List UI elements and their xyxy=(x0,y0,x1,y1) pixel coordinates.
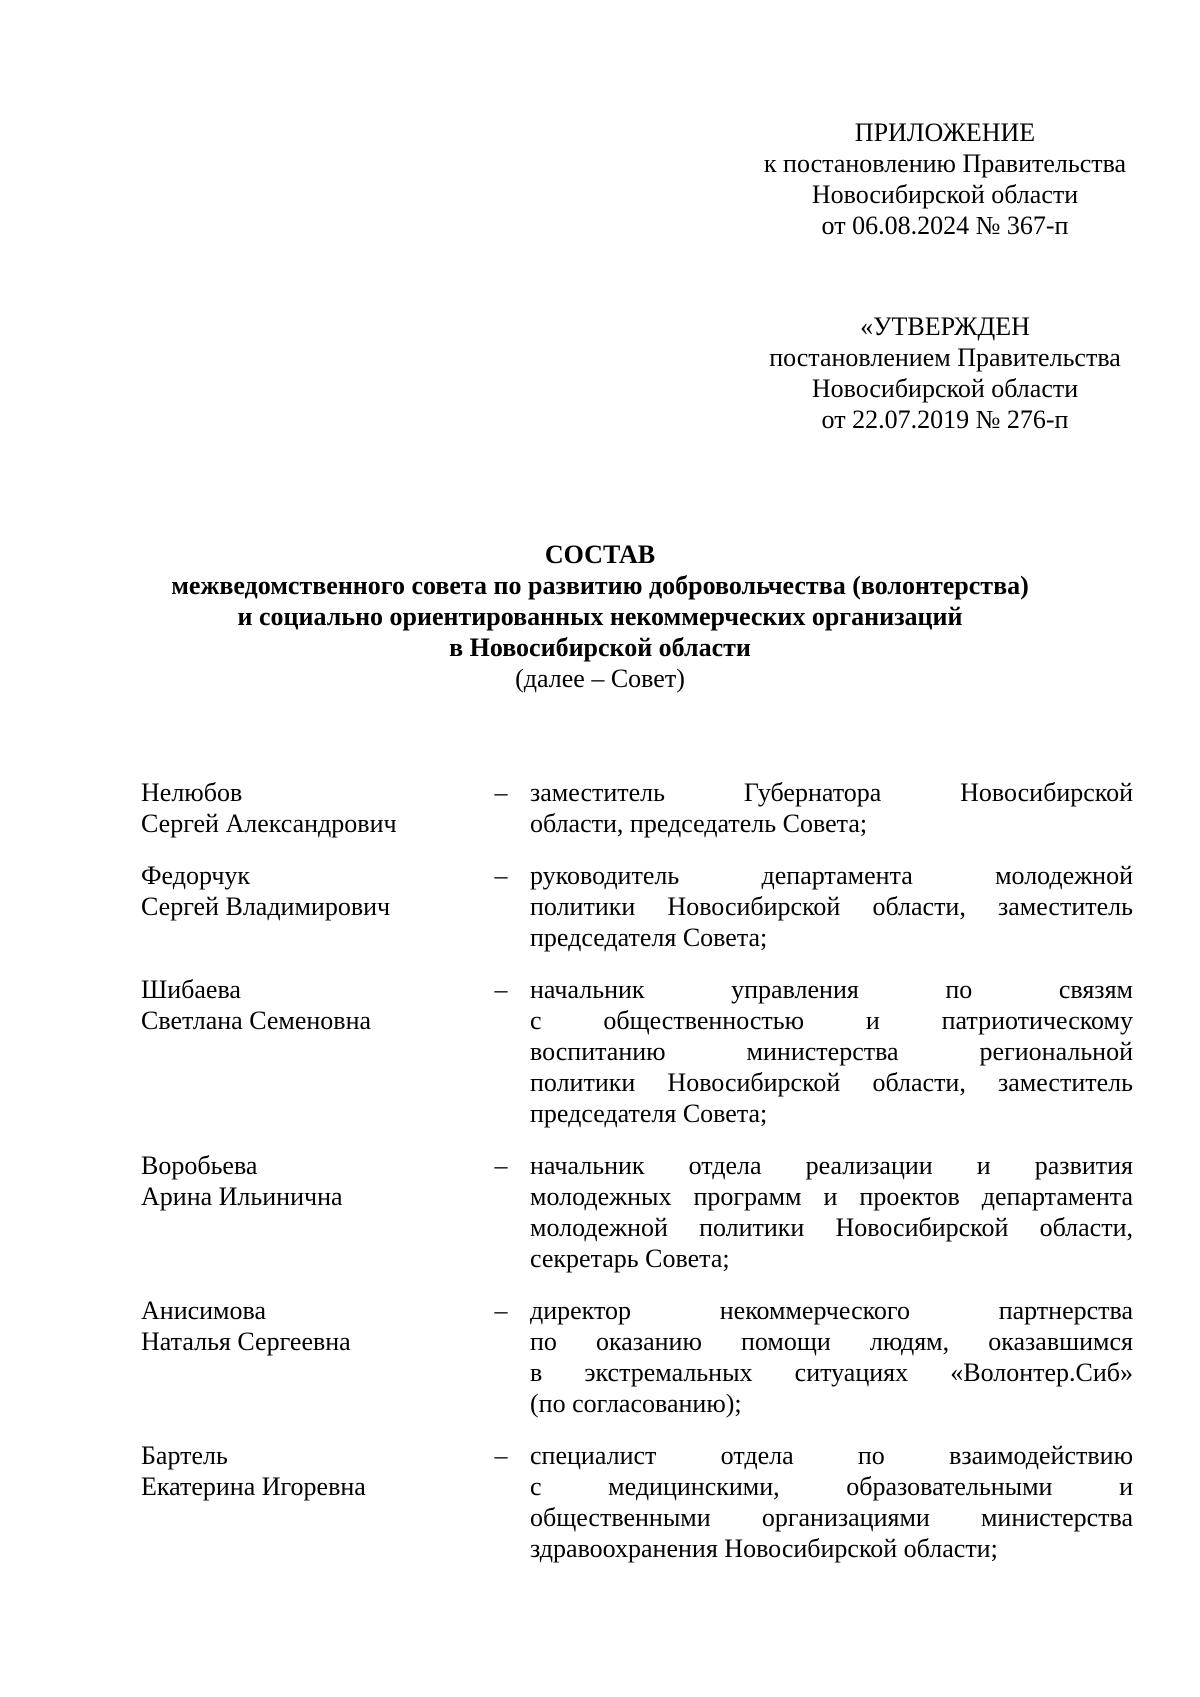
member-surname: Шибаева xyxy=(141,975,241,1004)
member-dash: – xyxy=(494,975,508,1004)
member-role-line: политики Новосибирской области, заместитель xyxy=(530,1068,1133,1097)
member-role-line: с общественностью и патриотическому xyxy=(530,1006,1133,1035)
appendix-title: ПРИЛОЖЕНИЕ xyxy=(854,118,1036,147)
heading-line-3: в Новосибирской области xyxy=(449,633,751,662)
approved-line-2: Новосибирской области xyxy=(811,374,1079,403)
member-role-line: руководитель департамента молодежной xyxy=(530,861,1133,890)
member-name xyxy=(141,860,471,922)
member-role-line: области, председатель Совета; xyxy=(530,809,868,838)
member-role-line: общественными организациями министерства xyxy=(530,1503,1133,1532)
member-role xyxy=(530,1295,1133,1419)
member-role-line: по оказанию помощи людям, оказавшимся xyxy=(530,1327,1133,1356)
member-given-names: Сергей Владимирович xyxy=(141,892,391,921)
member-role-line: начальник управления по связям xyxy=(530,975,1133,1004)
heading-line-1: межведомственного совета по развитию добровольчества (волонтерства) xyxy=(171,571,1029,600)
member-role-line: (по согласованию); xyxy=(530,1389,742,1418)
appendix-line-3: от 06.08.2024 № 367-п xyxy=(821,211,1069,240)
member-entry xyxy=(141,1440,1133,1564)
member-surname: Анисимова xyxy=(141,1296,266,1325)
member-role xyxy=(530,777,1133,839)
approved-line-3: от 22.07.2019 № 276-п xyxy=(821,405,1069,434)
member-dash: – xyxy=(494,778,508,807)
member-role-line: председателя Совета; xyxy=(530,1099,768,1128)
member-dash: – xyxy=(494,861,508,890)
member-name xyxy=(141,974,471,1036)
approved-line-1: постановлением Правительства xyxy=(769,343,1121,372)
member-entry xyxy=(141,860,1133,953)
member-surname: Воробьева xyxy=(141,1151,258,1180)
member-role xyxy=(530,974,1133,1129)
member-surname: Бартель xyxy=(141,1441,228,1470)
member-name xyxy=(141,1440,471,1502)
member-given-names: Наталья Сергеевна xyxy=(141,1327,351,1356)
document-heading xyxy=(100,539,1100,694)
member-surname: Федорчук xyxy=(141,861,251,890)
member-role-line: воспитанию министерства региональной xyxy=(530,1037,1133,1066)
member-given-names: Екатерина Игоревна xyxy=(141,1472,366,1501)
member-dash: – xyxy=(494,1296,508,1325)
appendix-header xyxy=(745,117,1145,241)
member-dash: – xyxy=(494,1441,508,1470)
member-role-line: молодежных программ и проектов департамента xyxy=(530,1182,1133,1211)
member-role xyxy=(530,860,1133,953)
heading-title: СОСТАВ xyxy=(544,540,656,569)
member-role-line: заместитель Губернатора Новосибирской xyxy=(530,778,1133,807)
members-list xyxy=(141,777,1133,1564)
member-role-line: специалист отдела по взаимодействию xyxy=(530,1441,1133,1470)
member-role-line: в экстремальных ситуациях «Волонтер.Сиб» xyxy=(530,1358,1133,1387)
member-dash: – xyxy=(494,1151,508,1180)
member-role-line: секретарь Совета; xyxy=(530,1244,730,1273)
member-role xyxy=(530,1150,1133,1274)
member-role-line: с медицинскими, образовательными и xyxy=(530,1472,1133,1501)
heading-note: (далее – Совет) xyxy=(515,664,685,693)
member-role-line: здравоохранения Новосибирской области; xyxy=(530,1534,998,1563)
member-role-line: молодежной политики Новосибирской области, xyxy=(530,1213,1133,1242)
appendix-line-2: Новосибирской области xyxy=(811,180,1079,209)
member-entry xyxy=(141,777,1133,839)
member-entry xyxy=(141,1295,1133,1419)
member-role-line: председателя Совета; xyxy=(530,923,768,952)
member-name xyxy=(141,1150,471,1212)
member-name xyxy=(141,777,471,839)
approved-header xyxy=(745,311,1145,435)
member-name xyxy=(141,1295,471,1357)
member-role xyxy=(530,1440,1133,1564)
member-entry xyxy=(141,1150,1133,1274)
member-surname: Нелюбов xyxy=(141,778,243,807)
member-entry xyxy=(141,974,1133,1129)
appendix-line-1: к постановлению Правительства xyxy=(763,149,1127,178)
member-role-line: директор некоммерческого партнерства xyxy=(530,1296,1133,1325)
approved-title: «УТВЕРЖДЕН xyxy=(860,312,1030,341)
member-role-line: начальник отдела реализации и развития xyxy=(530,1151,1133,1180)
member-given-names: Светлана Семеновна xyxy=(141,1006,372,1035)
member-given-names: Арина Ильинична xyxy=(141,1182,343,1211)
member-given-names: Сергей Александрович xyxy=(141,809,397,838)
member-role-line: политики Новосибирской области, заместитель xyxy=(530,892,1133,921)
heading-line-2: и социально ориентированных некоммерческих организаций xyxy=(237,602,963,631)
